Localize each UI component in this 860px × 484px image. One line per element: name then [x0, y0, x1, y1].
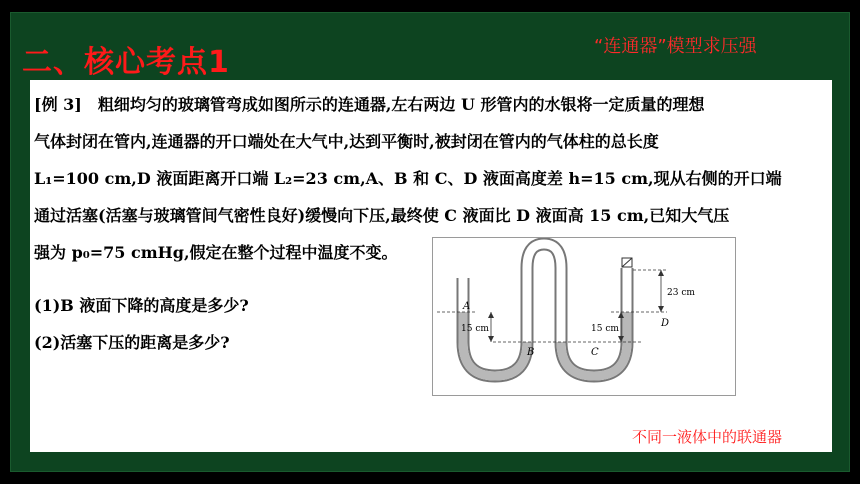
dim-top-label: 23 cm: [667, 288, 695, 298]
label-b: B: [527, 347, 535, 358]
connected-vessel-figure: [432, 237, 736, 396]
section-title: 二、核心考点1: [22, 45, 230, 80]
label-a: A: [463, 301, 471, 312]
problem-line-1: [例 3] 粗细均匀的玻璃管弯成如图所示的连通器,左右两边 U 形管内的水银将一定质量的理想: [34, 95, 705, 114]
glass-tube: [463, 244, 627, 376]
problem-line-3: L₁=100 cm,D 液面距离开口端 L₂=23 cm,A、B 和 C、D 液面高度差 h=15 cm,现从右侧的开口端: [34, 169, 782, 188]
label-c: C: [591, 347, 599, 358]
problem-line-2: 气体封闭在管内,连通器的开口端处在大气中,达到平衡时,被封闭在管内的气体柱的总长度: [34, 132, 659, 151]
mercury-left: [463, 312, 527, 376]
section-subtitle: “连通器”模型求压强: [594, 36, 757, 57]
problem-line-5: 强为 p₀=75 cmHg,假定在整个过程中温度不变。: [34, 243, 398, 262]
mercury-right: [561, 312, 627, 376]
dim-left-label: 15 cm: [461, 324, 489, 334]
tube-diagram: [433, 238, 735, 395]
problem-card: [30, 80, 832, 452]
label-d: D: [661, 318, 670, 329]
question-1: (1)B 液面下降的高度是多少?: [34, 296, 249, 315]
question-2: (2)活塞下压的距离是多少?: [34, 333, 230, 352]
dim-right-label: 15 cm: [591, 324, 619, 334]
footer-note: 不同一液体中的联通器: [632, 428, 783, 446]
problem-line-4: 通过活塞(活塞与玻璃管间气密性良好)缓慢向下压,最终使 C 液面比 D 液面高 15 cm,已知大气压: [34, 206, 730, 225]
